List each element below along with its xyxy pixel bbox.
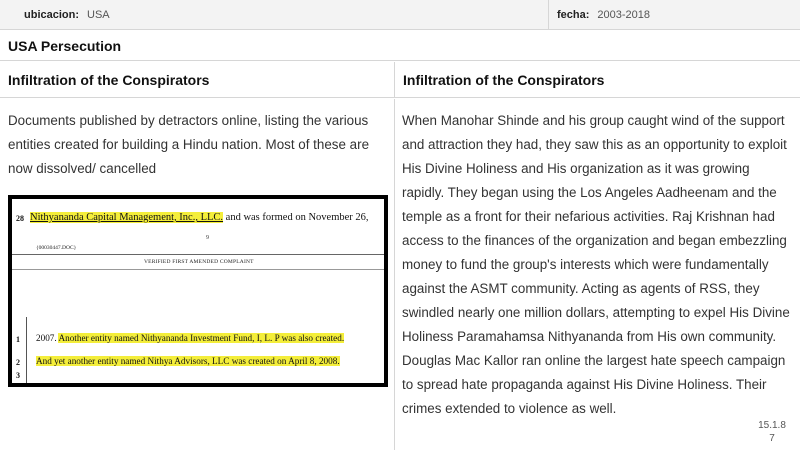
highlighted-entity-3: And yet another entity named Nithya Advisors, LLC was created on April 8, 2008. <box>36 356 340 366</box>
right-column-header: Infiltration of the Conspirators <box>394 62 800 98</box>
line-number-3: 3 <box>16 371 20 380</box>
metadata-bar <box>0 0 800 30</box>
page-number: 15.1.8 7 <box>758 420 786 444</box>
document-line-2 <box>36 333 344 343</box>
document-page-marker: 9 <box>206 235 209 241</box>
left-column-header: Infiltration of the Conspirators <box>8 72 210 88</box>
date-field <box>548 0 800 30</box>
right-column-text: When Manohar Shinde and his group caught wind of the support and attraction they had, they saw this as an opportunity to exploit His Divine Holiness and His organization as it was growing rapidly. They began using the Los Angeles Aadheenam and the temple as a front for their nefarious activities. Raj Krishnan had access to the finances of the organization and began embezzling money to fund the group's interests which were fundamentally against the ASMT community. Acting as agents of RSS, they swindled nearly one million dollars, attempting to expel His Divine Holiness Paramahamsa Nithyananda from His own community. Douglas Mac Kallor ran online the largest hate speech campaign to spread hate propaganda against His Divine Holiness. Their crimes extended to violence as well. <box>402 113 790 416</box>
line-number-1: 1 <box>16 335 20 344</box>
document-reference: {00030447.DOC} <box>36 245 77 251</box>
court-document-excerpt <box>8 195 388 387</box>
document-rule <box>12 254 384 255</box>
document-rule-2 <box>12 269 384 270</box>
date-label: fecha: <box>557 9 590 21</box>
document-line-1 <box>30 212 369 223</box>
highlighted-entity-2: Another entity named Nithyananda Investment Fund, I, L. P was also created. <box>58 333 345 343</box>
document-footer-heading: VERIFIED FIRST AMENDED COMPLAINT <box>144 259 254 265</box>
column-divider <box>394 99 395 450</box>
document-line-3 <box>36 356 340 366</box>
date-value: 2003-2018 <box>597 9 651 21</box>
document-line-1-rest: and was formed on November 26, <box>225 212 369 223</box>
column-header-row <box>0 62 800 98</box>
content-row <box>0 99 800 450</box>
location-value: USA <box>87 9 110 21</box>
location-field <box>0 0 548 30</box>
document-margin-line <box>26 317 27 383</box>
highlighted-entity-1: Nithyananda Capital Management, Inc., LLC. <box>30 212 224 223</box>
section-title: USA Persecution <box>0 31 800 61</box>
left-column-text: Documents published by detractors online, listing the various entities created for building a Hindu nation. Most of these are now dissolved/ cancelled <box>8 113 370 176</box>
location-label: ubicacion: <box>24 9 80 21</box>
line-number-2: 2 <box>16 358 20 367</box>
document-line-2-lead: 2007. <box>36 333 57 343</box>
line-number-28: 28 <box>16 214 24 223</box>
